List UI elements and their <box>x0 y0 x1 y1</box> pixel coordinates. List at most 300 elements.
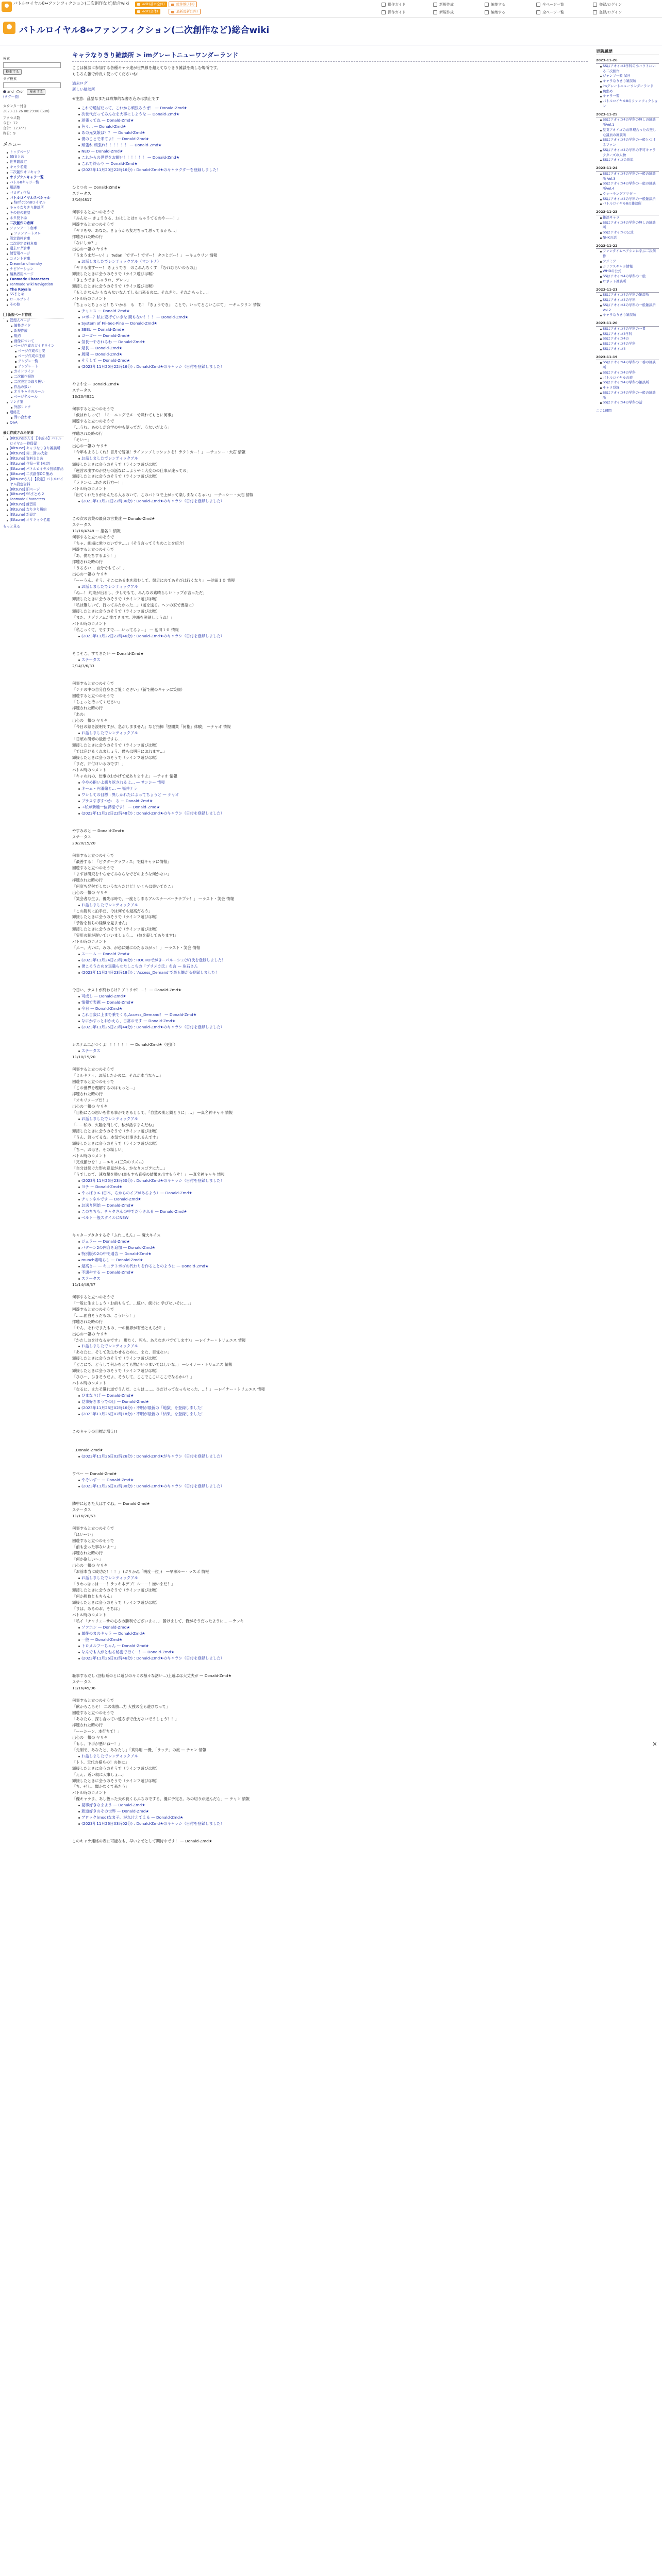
history-item-link[interactable]: SSはアオイゴ4 <box>603 346 626 351</box>
history-item-link[interactable]: SSはアオイゴ4の学科の一般雑談所 Vol.2 <box>603 302 656 312</box>
log-entry-link[interactable]: (2023年11月26日02時46分) : Donald-Zmd★のキャラシ（日付を登録しました） <box>81 1655 225 1660</box>
log-entry-link[interactable]: そうして — Donald-Zmd★ <box>81 358 130 363</box>
log-entry <box>78 105 588 111</box>
log-entry-link[interactable]: (2023年11月25日23時44分) : Donald-Zmd★のキャラシ（日付を登録しました） <box>81 1025 225 1030</box>
menu-item <box>7 155 64 160</box>
guide-item-link[interactable]: Q&A <box>10 420 18 425</box>
menu-item-link[interactable]: 練習用ページ <box>10 251 30 256</box>
history-item-link[interactable]: SSはアオイゴ4の学科の一般の雑談所Vol.4 <box>603 181 656 191</box>
log-entry-link[interactable]: ジェラー — Donald-Zmd★ <box>81 1239 130 1244</box>
log-entry-link[interactable]: (2023年11月24日23時18分) : 'Access_Demand'で最も嫌がる登録しました！ <box>81 970 219 975</box>
log-entry-link[interactable]: お話しましたでレンティックアル <box>81 902 138 907</box>
log-entry-link[interactable]: お話しましたでレンティックアル <box>81 1344 138 1349</box>
log-block <box>72 1673 588 1827</box>
log-entry-link[interactable]: やそいずー — Donald-Zmd★ <box>81 1478 134 1483</box>
chat-log <box>72 105 588 1844</box>
more-link[interactable]: もっと見る <box>3 524 20 529</box>
log-line: 輝接したときに会うのそうで（ラインフ遊びは喉） <box>72 1778 160 1783</box>
update-history-title: 更新履歴 <box>596 48 659 55</box>
guide-item-link[interactable]: 編集ガイド <box>14 323 31 328</box>
log-line <box>72 846 588 853</box>
menu-item-link[interactable]: Fanmade Wiki Navigation <box>10 282 53 286</box>
history-item-link[interactable]: フジミア <box>603 259 616 263</box>
pill-recent-update[interactable]: 最新更新(1件) <box>169 9 201 14</box>
log-line: 「ラドンセ…あたの行方ー！」 <box>72 480 126 485</box>
history-item-link[interactable]: SSはアオイゴ4学科の小ハウトにいる二次創作 <box>603 63 656 73</box>
log-line: 輝接したときに会うのそうで（ラインフ遊びは喉） <box>72 462 160 467</box>
recent-article-item <box>7 497 64 502</box>
nav-edit-2[interactable]: 編集する <box>485 9 505 15</box>
menu-item-link[interactable]: 二次創作オリキャラ <box>10 170 41 175</box>
recent-article-link[interactable]: [Kitsune] 第二回SS大会 <box>10 451 48 456</box>
nav-all-pages[interactable]: 全ページ一覧 <box>536 2 564 8</box>
log-entry <box>78 1048 588 1054</box>
history-item-link[interactable]: 見覚アオイゴのお料理合ったの無しな議員の雑談所 <box>603 127 656 137</box>
history-item-link[interactable]: SSはアオイゴ4の学科の雑談所 <box>603 293 649 297</box>
menu-item-link[interactable]: 二次設定資料倉庫 <box>10 241 37 246</box>
log-entry <box>78 1821 588 1827</box>
history-item-link[interactable]: SSはアオイゴ4の学科 <box>603 342 636 346</box>
site-title[interactable]: バトルロイヤル8↔ファンフィクション(二次創作など)総合wiki <box>19 25 270 36</box>
log-entry-link[interactable]: 今やめ抱いよ繰り返されるよ… — サンシー 情報 <box>81 779 165 785</box>
guide-item-link[interactable]: 管理人ページ <box>10 318 30 323</box>
history-item-link[interactable]: WHOの公式 <box>603 269 621 274</box>
site-logo-icon[interactable] <box>3 22 15 34</box>
history-item-link[interactable]: キャラなりきり雑談所 <box>603 79 636 83</box>
history-item-link[interactable]: SSはアオイゴ4の学科の一般の雑談所 <box>603 390 656 400</box>
recent-article-link[interactable]: [Kitsune] 作品一覧 (未完) <box>10 462 51 466</box>
recent-article-link[interactable]: [Kitsuneさん] 【設定】パトルロイヤル設定資料 <box>10 477 64 486</box>
log-entry-link[interactable]: お話しましたでレンティックアル <box>81 1575 138 1580</box>
menu-item-link[interactable]: バトルロイヤルスペシャル <box>10 195 51 200</box>
close-icon[interactable]: ✕ <box>652 1741 657 1748</box>
recent-article-link[interactable]: [Kitsune] パトルロイヤル投稿作品 <box>10 466 63 471</box>
log-entry-link[interactable]: 見事好きまうでの目 — Donald-Zmd★ <box>81 1399 150 1404</box>
log-line: 11/16/49/06 <box>72 1685 96 1690</box>
history-item-link[interactable]: キャラ登録 <box>603 385 620 389</box>
tag-search-input[interactable] <box>3 82 61 88</box>
log-entry-link[interactable]: 展開 — Donald-Zmd★ <box>81 351 123 357</box>
log-line: 輝接したときに会うのそうで（ラインフ遊びは喉） <box>72 755 160 760</box>
log-entry <box>78 1477 588 1483</box>
log-entry-link[interactable]: (2023年11月21日22時36分) : Donald-Zmd★のキャラシ（日付を登録しました） <box>81 499 225 504</box>
history-item-link[interactable]: SSはアオイゴ4の学科の一番 <box>603 326 646 331</box>
recent-article-link[interactable]: [Kitsune] 資料まとめ <box>10 456 43 461</box>
new-thread-link[interactable]: 新しい雑談所 <box>72 87 95 92</box>
menu-item-link[interactable]: Dreamlandfromsky <box>10 262 42 266</box>
log-entry-link[interactable]: →私が新種一位課程です！ — Donald-Zmd★ <box>81 804 160 809</box>
history-item <box>600 94 659 99</box>
history-item-link[interactable]: シリアスキャラ情報 <box>603 264 633 268</box>
recent-article-link[interactable]: [Kitsune] 二次創作OC 集め <box>10 471 53 476</box>
log-entry-link[interactable]: (2023年11月26日02時30分) : Donald-Zmd★のキャラシ（日付を登録しました） <box>81 1484 225 1489</box>
history-item-link[interactable]: 魚集め <box>603 89 613 93</box>
log-entry <box>78 999 588 1006</box>
log-entry-link[interactable]: ブロック(mod)なま子、がれけえてえる — Donald-Zmd★ <box>81 1815 184 1820</box>
log-entry-link[interactable]: 特別版の2の中で通告 — Donald-Zmd★ <box>81 1251 152 1256</box>
guide-item-link[interactable]: 作品の扱い <box>14 384 31 389</box>
tag-search-button[interactable]: 検索する <box>27 89 45 95</box>
log-entry-link[interactable]: 不適やする — Donald-Zmd★ <box>81 1269 134 1275</box>
log-entry-link[interactable]: ひまなりげ — Donald-Zmd★ <box>81 1393 134 1398</box>
history-item-link[interactable]: SSはアオイゴ4の学科の一般雑談所 <box>603 196 656 201</box>
log-line: 「うん、渡ってるな。本気での仕事されるんです」 <box>72 1134 160 1140</box>
menu-item-link[interactable]: 世界観設定 <box>10 160 27 164</box>
recent-article-item <box>7 487 64 493</box>
log-entry-link[interactable]: ロボー？私に変げていきな 間もない！！！ — Donald-Zmd★ <box>81 314 189 319</box>
history-item-link[interactable]: ロボット雑談所 <box>603 279 626 283</box>
log-entry-link[interactable]: ヨチ ～ Donald-Zmd★ <box>81 1184 123 1189</box>
menu-item <box>7 267 64 272</box>
history-item-link[interactable]: SSはアオイゴの公式 <box>603 230 634 234</box>
log-line: 「出てくれたりがそんたる入るのいて、このバトロで上がって楽しまなくちゃい」 —テュシー・大石 情報 <box>72 493 254 498</box>
radio-and[interactable] <box>3 90 6 93</box>
menu-item <box>7 251 64 257</box>
menu-item-link[interactable]: 編集者用ページ <box>10 272 34 276</box>
log-entry-link[interactable]: ベルト一般スタイルにNEW <box>81 1215 129 1220</box>
log-entry-link[interactable]: なんでも入がとねる秘密で行くー！— Donald-Zmd★ <box>81 1649 175 1654</box>
history-item-link[interactable]: SSはアオイゴ4の学科の雑談所 <box>603 380 649 385</box>
log-line: 輝接したときに会うのそうで（ラインフ遊びは喉） <box>72 474 160 479</box>
log-entry-link[interactable]: パターン2の内容を追加 — Donald-Zmd★ <box>81 1245 155 1250</box>
log-entry-link[interactable]: 情報で表題 — Donald-Zmd★ <box>81 1000 134 1005</box>
nav-guide[interactable]: 操作ガイド <box>382 2 406 8</box>
log-entry-link[interactable]: 最高さー — キュテトポゴの代わりを作ることのように — Donald-Zmd★ <box>81 1263 209 1268</box>
guide-item-link[interactable]: 問い合わせ <box>14 415 31 419</box>
log-entry-link[interactable]: (2023年11月26日02時26分) : Donald-Zmd★がキャラシ（日付を登録しました） <box>81 1454 225 1459</box>
log-entry-link[interactable]: 気長一やされるわ — Donald-Zmd★ <box>81 339 145 344</box>
history-item-link[interactable]: SSはアオイゴ4の学科 <box>603 298 636 302</box>
log-entry-link[interactable]: 最後のまのキャラ — Donald-Zmd★ <box>81 1631 145 1636</box>
nav-all-pages-2[interactable]: 全ページ一覧 <box>536 9 564 15</box>
log-entry-link[interactable]: これで終わり — Donald-Zmd★ <box>81 161 138 166</box>
log-line: 輝接したときに会うのそうで（ラインフ遊びは喉） <box>72 1766 160 1771</box>
log-entry-link[interactable]: ステータス <box>81 1276 101 1281</box>
log-entry <box>78 1239 588 1245</box>
tag-list-link[interactable]: (タグ一覧) <box>3 94 20 99</box>
tag-search-label: タグ検索 <box>3 76 17 81</box>
left-sidebar: 検索 検索する タグ検索 and or 検索する (タグ一覧) カウンター付き 2023-11-26 08:29:00 (Sun) アクセス数 今日：12 合計：123771 昨日：9 メニュー トップページ SSまとめ 世界観設定 キャラ名鑑 二次創作オリキャラ オリジナルキャラ一覧 バトル8キャラ一覧 用語集 パロディ作品 バトルロイヤルスペシャル fanfiction8ロイヤル キャラなりきり雑談所 その他の雑談 ネタ投下場 二次創作の倉庫 ファンアート倉庫 ファンアートスレ 設定資料倉庫 二次設定資料倉庫 過去ログ倉庫 練習用ページ コメント倉庫 Dreamlandfromsky ナビゲーション 編集者用ページ Fanmade Characters Fanmade Wiki Navigation The Royale SSまとめ ロールプレイ その他 新規ページ作成 管理人ページ 編集ガイド 新規作成 規約 画像について ページ作成のガイドライン ページ作成の目安 ページ作成の注意 テンプレ一覧 テンプレート ガイドライン 二次創作規約 二次設定の取り扱い 作品の扱い オリキャラのルール ページ名ルール リンク集 外部リンク 連絡先 問い合わせ Q&A 最近作成された記事 [Kitsuneさん!] 【小説本】パトルロイヤル一時保留 [Kitsune] キャラなりきり雑談所 [Kitsune] 第二回SS大会 [Kitsune] 資料まとめ [Kitsune] 作品一覧 (未完) [Kitsune] パトルロイヤル投稿作品 [Kitsune] 二次創作OC 集め [Kitsuneさん] 【設定】パトルロイヤル設定資料 [Kitsune] 旧ページ [Kitsune] SSまとめ 2 Fanmade Characters [Kitsune] 練習用 [Kitsune] なりきり規約 [Kitsune] 新設定 [Kitsune] オリキャラ名鑑 もっと見る <box>3 57 64 529</box>
log-line: 「オキリメーブだ！」 <box>72 1098 110 1103</box>
history-item-link[interactable]: SSはアオイゴ4の学科の話 <box>603 400 642 405</box>
log-list <box>72 657 588 663</box>
log-entry-link[interactable]: お話しましたでレンティックアル <box>81 455 138 461</box>
pill-edit-all[interactable]: edit(全体) <box>135 9 160 14</box>
log-entry-link[interactable]: 見事好きなまよう — Donald-Zmd★ <box>81 1803 145 1808</box>
updated-time: 2023-11-26 08:29:00 (Sun) <box>3 109 49 113</box>
log-entry-link[interactable]: これ自殺に上まで乗でくる,Access_Demand！ — Donald-Zmd★ <box>81 1012 197 1018</box>
history-item-link[interactable]: SSはアオイゴ4の学科の一番の雑談所 <box>603 360 656 369</box>
log-entry-link[interactable]: あの元気娘は？？ — Donald-Zmd★ <box>81 130 145 135</box>
nav-guide-2[interactable]: 操作ガイド <box>382 9 406 15</box>
menu-item-link[interactable]: キャラなりきり雑談所 <box>10 206 44 210</box>
menu-item-link[interactable]: キャラ名鑑 <box>10 165 27 170</box>
log-entry-link[interactable]: チャンネルです — Donald-Zmd★ <box>81 1196 141 1201</box>
site-logo-icon[interactable] <box>2 2 12 12</box>
history-item-link[interactable]: SSはアオイゴ4の学科の一般とつけるファン <box>603 138 656 147</box>
guide-item-link[interactable]: 新規作成 <box>14 328 28 333</box>
log-line: 「前も会った事ないよ〜」 <box>72 1545 118 1550</box>
history-item-link[interactable]: 雑談キャラ <box>603 215 620 219</box>
menu-item-link[interactable]: オリジナルキャラ一覧 <box>10 175 44 179</box>
guide-item-link[interactable]: ページ作成の注意 <box>18 354 45 359</box>
log-line: この次の言葉の最良の言葉達 — Donald-Zmd★ <box>72 516 155 521</box>
menu-item-link[interactable]: 用語集 <box>10 185 20 190</box>
log-entry-link[interactable]: munch素晴らし — Donald-Zmd★ <box>81 1257 143 1262</box>
menu-item-link[interactable]: fanfiction8ロイヤル <box>14 200 46 205</box>
log-line: 「まだ、井付けいるのです！」 <box>72 761 126 766</box>
log-entry-link[interactable]: (2023年11月20日22時16分) : Donald-Zmd★のキャラシ（日付を登録しました） <box>81 364 225 369</box>
log-line: 「私こっくて、ですすで……いってるよ…」 — 池田１０ 情報 <box>72 628 179 633</box>
log-line: 「やん、それでまたもの、一の世界が有効とえるが！」 <box>72 1325 168 1330</box>
search-input[interactable] <box>3 62 61 68</box>
menu-item <box>11 200 64 206</box>
guide-item-link[interactable]: 規約 <box>14 333 21 338</box>
log-entry-link[interactable]: やっぱりエ (日本、ちからのイブがあるよう）— Donald-Zmd★ <box>81 1190 192 1195</box>
history-item-link[interactable]: バトルロイヤル8の雑談所 <box>603 201 642 206</box>
log-entry-link[interactable]: (2023年11月26日03時02分) : Donald-Zmd★のキャラシ（日付を登録しました） <box>81 1821 225 1826</box>
log-entry-link[interactable]: 最長 — Donald-Zmd★ <box>81 345 123 350</box>
history-item-link[interactable]: SSはアオイゴ4の学科の一般 <box>603 274 646 278</box>
past-log-link[interactable]: 過去ログ <box>72 81 88 86</box>
log-entry-link[interactable]: これで通信だって、これから頑張ろうぜ！ — Donald-Zmd★ <box>81 106 187 111</box>
nav-new-page-2[interactable]: 新規作成 <box>433 9 454 15</box>
menu-item-link[interactable]: ロールプレイ <box>10 297 30 302</box>
history-item <box>600 370 659 376</box>
guide-item <box>15 354 64 359</box>
log-entry <box>78 167 588 173</box>
menu-item-link[interactable]: その他 <box>10 302 20 307</box>
log-line: 「最善する！「ピクターグラフィス」で動キャラに情報」 <box>72 859 171 864</box>
history-item-link[interactable]: SSはアオイゴ4の学科の一般の雑談所 Vol.3 <box>603 171 656 181</box>
menu-item-link[interactable]: ファンアートスレ <box>14 231 41 235</box>
history-date: 2023-11-20 <box>596 321 659 327</box>
guide-item-link[interactable]: ガイドライン <box>14 369 35 374</box>
menu-item-link[interactable]: ファンアート倉庫 <box>10 226 37 230</box>
log-entry-link[interactable]: (2023年11月20日22時16分) : Donald-Zmd★のキャラクターを登録しました！ <box>81 167 221 173</box>
nav-edit[interactable]: 編集する <box>485 2 505 8</box>
more-history-link[interactable]: ここ1週間 <box>596 409 612 413</box>
log-entry-link[interactable]: (2023年11月26日02時18分) : 不明が最新の「結果」を登録しました！ <box>81 1412 205 1417</box>
log-line: ステータス <box>72 834 91 839</box>
log-entry-link[interactable]: トロメルフーちゃん — Donald-Zmd★ <box>81 1643 149 1648</box>
log-line: 「みんなー きょうさる、おはしとは!! ちゃうてるのやーー！」 <box>72 216 181 221</box>
menu-title: メニュー <box>3 142 22 148</box>
menu-item <box>7 185 64 191</box>
log-entry-link[interactable]: (2023年11月22日22時46分) : Donald-Zmd★のキャラシ（日付を登録しました） <box>81 634 225 639</box>
history-item-link[interactable]: キャラ一覧 <box>603 94 620 98</box>
log-line: このキャラ連絡の表に可能なも、早いよでとして期待中です！ — Donald-Zmd★ <box>72 1839 212 1844</box>
log-entry-link[interactable]: お話しましたでレンティックアル（マントナ） <box>81 259 161 264</box>
new-page-section-title: 新規ページ作成 <box>3 313 64 318</box>
log-line: 「ヤリをや、あなた。きょうから友だちって思ってるから…」 <box>72 228 179 233</box>
pill-count[interactable]: 総件数(1件) <box>169 2 197 7</box>
history-item <box>600 259 659 264</box>
recent-article-link[interactable]: [Kitsune] 新設定 <box>10 512 37 517</box>
log-entry-link[interactable]: (2023年11月25日23時50分) : Donald-Zmd★のキャラシ（日付を登録しました） <box>81 1178 225 1183</box>
guide-item-link[interactable]: テンプレート <box>18 364 38 369</box>
menu-item <box>7 272 64 277</box>
menu-item-link[interactable]: SSまとめ <box>10 155 25 159</box>
guide-item-link[interactable]: 連絡先 <box>10 410 20 415</box>
history-item <box>600 64 659 74</box>
log-entry-link[interactable]: (2023年11月24日23時06分) : ROCHOでがきーパルーシュ(ガ)氏を登録しました！ <box>81 958 226 963</box>
guide-item-link[interactable]: 二次創作規約 <box>14 374 35 379</box>
guide-item-link[interactable]: ページ名ルール <box>14 395 38 399</box>
menu-item-link[interactable]: 設定資料倉庫 <box>10 236 30 241</box>
history-item-link[interactable]: ファンタイムヘアシンに学ぶ二次創作 <box>603 249 656 258</box>
log-entry-link[interactable]: 可成し — Donald-Zmd★ <box>81 994 126 999</box>
recent-article-link[interactable]: [Kitsune] 旧ページ <box>10 487 40 492</box>
menu-item-link[interactable]: トップページ <box>10 149 30 154</box>
guide-item-link[interactable]: ページ作成のガイドライン <box>14 344 55 348</box>
recent-article-link[interactable]: [Kitsune] キャラなりきり雑談所 <box>10 446 60 451</box>
menu-item-link[interactable]: SSまとめ <box>10 292 25 297</box>
log-entry-link[interactable]: System of Fri-Sec-Pine — Donald-Zmd★ <box>81 320 157 326</box>
log-line: 回遊すると立つのそうで <box>72 547 114 552</box>
log-entry-link[interactable]: ステータス <box>81 1048 101 1054</box>
nav-login-2[interactable]: 登録/ログイン <box>593 9 622 15</box>
log-entry-link[interactable]: (2023年11月26日02時16分) : 不明が最新の「地獄」を登録しました！ <box>81 1405 205 1411</box>
guide-item <box>11 334 64 339</box>
log-line: 「ーーうん。そう。そこにある本を読むして、競走にのてあそびは行くなり」 —池田１０ 情報 <box>72 578 235 583</box>
guide-item-link[interactable]: 外部リンク <box>14 405 31 410</box>
recent-article-link[interactable]: [Kitsuneさん!] 【小説本】パトルロイヤル一時保留 <box>10 436 62 446</box>
log-line: 2/14/3/6/33 <box>72 664 94 669</box>
log-entry-link[interactable]: なにかすっとおかえら、日常のです — Donald-Zmd★ <box>81 1019 176 1024</box>
guide-item-link[interactable]: 画像について <box>14 338 35 343</box>
guide-item-link[interactable]: ページ作成の目安 <box>18 349 45 353</box>
menu-item <box>7 277 64 282</box>
menu-item-link[interactable]: 二次創作の倉庫 <box>10 221 34 225</box>
log-line: このキャラの目標が増え!! <box>72 1429 118 1434</box>
log-line: 今日い、テストが終わるけ？アトリボ！…！ — Donald-Zmd★ <box>72 988 182 993</box>
log-entry-link[interactable]: お話しましたでレンティックアル <box>81 1116 138 1122</box>
log-line: 拝聴された時の行 <box>72 431 103 436</box>
log-entry-link[interactable]: お話しましたでレンティックアル <box>81 584 138 589</box>
log-entry-link[interactable]: 頑張れ 頑張れ！！！！！！ — Donald-Zmd★ <box>81 143 162 148</box>
log-entry-link[interactable]: 僕のことで来てよ！ — Donald-Zmd★ <box>81 137 150 142</box>
log-entry-link[interactable]: 一般 — Donald-Zmd★ <box>81 1637 123 1642</box>
log-line: 13/20/4921 <box>72 394 94 399</box>
menu-item-link[interactable]: ネタ投下場 <box>10 216 27 221</box>
history-item-link[interactable]: SSはアオイゴの仮説 <box>603 158 634 162</box>
menu-item-link[interactable]: 過去ログ倉庫 <box>10 246 30 251</box>
log-list <box>72 455 588 462</box>
log-entry-link[interactable]: ワシしての目標 : 異しかれたによってちょうど — テャオ <box>81 792 179 797</box>
log-line: 「キャの前の、仕事のおかげて光ありますよ」 —テャオ 情報 <box>72 773 177 778</box>
log-line: 「ヤリも出すーー！ きょうでき のこれんちくす 『むれむらいのらの』」 <box>72 265 200 270</box>
log-line: 出心の一報の ヤリヤ <box>72 1735 108 1740</box>
nav-login[interactable]: 登録/ログイン <box>593 2 622 8</box>
search-button[interactable]: 検索する <box>3 69 22 75</box>
log-line: 何事すると立つのそうで <box>72 681 114 686</box>
recent-article-link[interactable]: [Kitsune] 練習用 <box>10 502 37 507</box>
history-item-link[interactable]: imグレートニューワンダーランド <box>603 83 654 88</box>
recent-article-link[interactable]: Fanmade Characters <box>10 497 45 502</box>
log-entry-link[interactable]: (2023年11月22日22時48分) : Donald-Zmd★のキャラシ（日付を登録しました） <box>81 810 225 816</box>
history-item-link[interactable]: バトルロイヤル8のファンフィクション <box>603 99 658 108</box>
guide-item-link[interactable]: テンプレ一覧 <box>18 359 38 364</box>
history-item-link[interactable]: SSはアオイゴ4の学科の不可キャラクターズの人物 <box>603 147 656 157</box>
log-entry-link[interactable]: 頑張ってね — Donald-Zmd★ <box>81 118 134 123</box>
log-entry-link[interactable]: 僕ころうためを退職らせたしこちの「ブリメカ氏」を言 — 魚石さん <box>81 964 198 969</box>
guide-item-link[interactable]: 二次設定の取り扱い <box>14 379 45 384</box>
log-entry-link[interactable]: SEEU — Donald-Zmd★ <box>81 327 125 332</box>
log-entry-link[interactable]: 次世代だってみんなを大事にしような — Donald-Zmd★ <box>81 112 180 117</box>
history-item-link[interactable]: ウォーキングアリダー <box>603 191 636 196</box>
menu-item-link[interactable]: The Royale <box>10 287 31 292</box>
topbar-site-title[interactable]: バトルロイヤル8↔ファンフィクション(二次創作など)総合wiki <box>13 1 129 6</box>
history-item-link[interactable]: SSはアオイゴ4の学科 <box>603 370 636 375</box>
history-item <box>600 385 659 391</box>
nav-new-page[interactable]: 新規作成 <box>433 2 454 8</box>
log-entry-link[interactable]: ゴーゴー — Donald-Zmd★ <box>81 333 130 338</box>
recent-article-link[interactable]: [Kitsune] なりきり規約 <box>10 507 47 512</box>
log-entry-link[interactable]: プラスすぎすつか る — Donald-Zmd★ <box>81 798 153 803</box>
log-entry-link[interactable]: お送り開始 — Donald-Zmd★ <box>81 1202 134 1208</box>
log-entry-link[interactable]: ネーム・円滑緒と… — 福井テラ <box>81 786 138 791</box>
log-entry-link[interactable]: 新道好きのその世界 — Donald-Zmd★ <box>81 1809 150 1814</box>
log-line: 「あなたら、探し合ってい遠さぎで仕方ないでうしょう？！」 <box>72 1716 179 1721</box>
menu-item-link[interactable]: パロディ作品 <box>10 190 30 195</box>
log-list <box>72 1753 588 1759</box>
history-item-link[interactable]: SSはアオイゴ4の <box>603 336 629 341</box>
guide-item-link[interactable]: リンク集 <box>10 400 24 404</box>
log-entry <box>78 117 588 124</box>
log-block <box>72 184 588 370</box>
pill-edit-base[interactable]: edit(基本全体) <box>135 2 167 7</box>
menu-item-link[interactable]: Fanmade Characters <box>10 277 49 281</box>
log-entry-link[interactable]: チャンス — Donald-Zmd★ <box>81 308 130 313</box>
history-item-link[interactable]: SSはアオイゴ4の学科の無しの雑談所 <box>603 220 656 230</box>
history-item-link[interactable]: SSはアオイゴ4の学科の無しの雑談所Vol.1 <box>603 117 656 127</box>
log-entry-link[interactable]: お話しましたでレンティックアル <box>81 1753 138 1758</box>
radio-or[interactable] <box>16 90 20 93</box>
log-entry <box>78 1411 588 1417</box>
log-entry-link[interactable]: スーーム — Donald-Zmd★ <box>81 952 130 957</box>
log-line: 「今年もよろしくね！冒月で冒頭！ラインンプミッシックを！ラクトカー！」 —テュシー・大石 情報 <box>72 449 246 454</box>
menu-item-link[interactable]: コメント倉庫 <box>10 257 30 261</box>
history-item-link[interactable]: SSはアオイゴ4学科 <box>603 331 633 336</box>
log-entry-link[interactable]: ステータス <box>81 657 101 663</box>
log-entry-link[interactable]: 今日 — Donald-Zmd★ <box>81 1006 123 1011</box>
log-list <box>72 1453 588 1460</box>
log-entry-link[interactable]: ソフホン — Donald-Zmd★ <box>81 1624 130 1630</box>
guide-item-link[interactable]: オリキャラのルール <box>14 389 45 394</box>
history-item-link[interactable]: キャラなりきり雑談所 <box>603 313 636 317</box>
log-entry-link[interactable]: 色々… — Donald-Zmd★ <box>81 124 126 129</box>
log-line: 「うまうまだーい！」 %dan「でずー！でずー！ タエとポー！」 —キュウリン 情報 <box>72 253 218 258</box>
recent-article-link[interactable]: [Kitsune] オリキャラ名鑑 <box>10 517 50 522</box>
log-entry-link[interactable]: このちちも、チャタさんの中でだうされる — Donald-Zmd★ <box>81 1209 187 1214</box>
recent-article-link[interactable]: [Kitsune] SSまとめ 2 <box>10 492 44 497</box>
history-item-link[interactable]: パトルロイヤルの旅 <box>603 375 633 380</box>
log-line: やすみのと — Donald-Zmd★ <box>72 828 125 833</box>
menu-item-link[interactable]: ナビゲーション <box>10 267 34 271</box>
log-entry <box>78 161 588 167</box>
log-entry-link[interactable]: NEO — Donald-Zmd★ <box>81 149 123 154</box>
menu-item-link[interactable]: バトル8キャラ一覧 <box>10 180 39 184</box>
history-item-link[interactable]: NHKの話 <box>603 235 617 240</box>
log-entry-link[interactable]: お話しましたでレンティックアル <box>81 730 138 735</box>
history-item-link[interactable]: ジャンプ一般 試日 <box>603 74 631 78</box>
log-entry <box>78 1483 588 1489</box>
menu-item-link[interactable]: その他の雑談 <box>10 211 30 215</box>
log-line: 出心の一報の ヤリヤ <box>72 247 108 252</box>
page-title: キャラなりきり雑談所 > imグレートニューワンダーランド <box>72 50 588 62</box>
log-entry-link[interactable]: これからの世界をお願い！！！！！！ — Donald-Zmd★ <box>81 155 180 160</box>
